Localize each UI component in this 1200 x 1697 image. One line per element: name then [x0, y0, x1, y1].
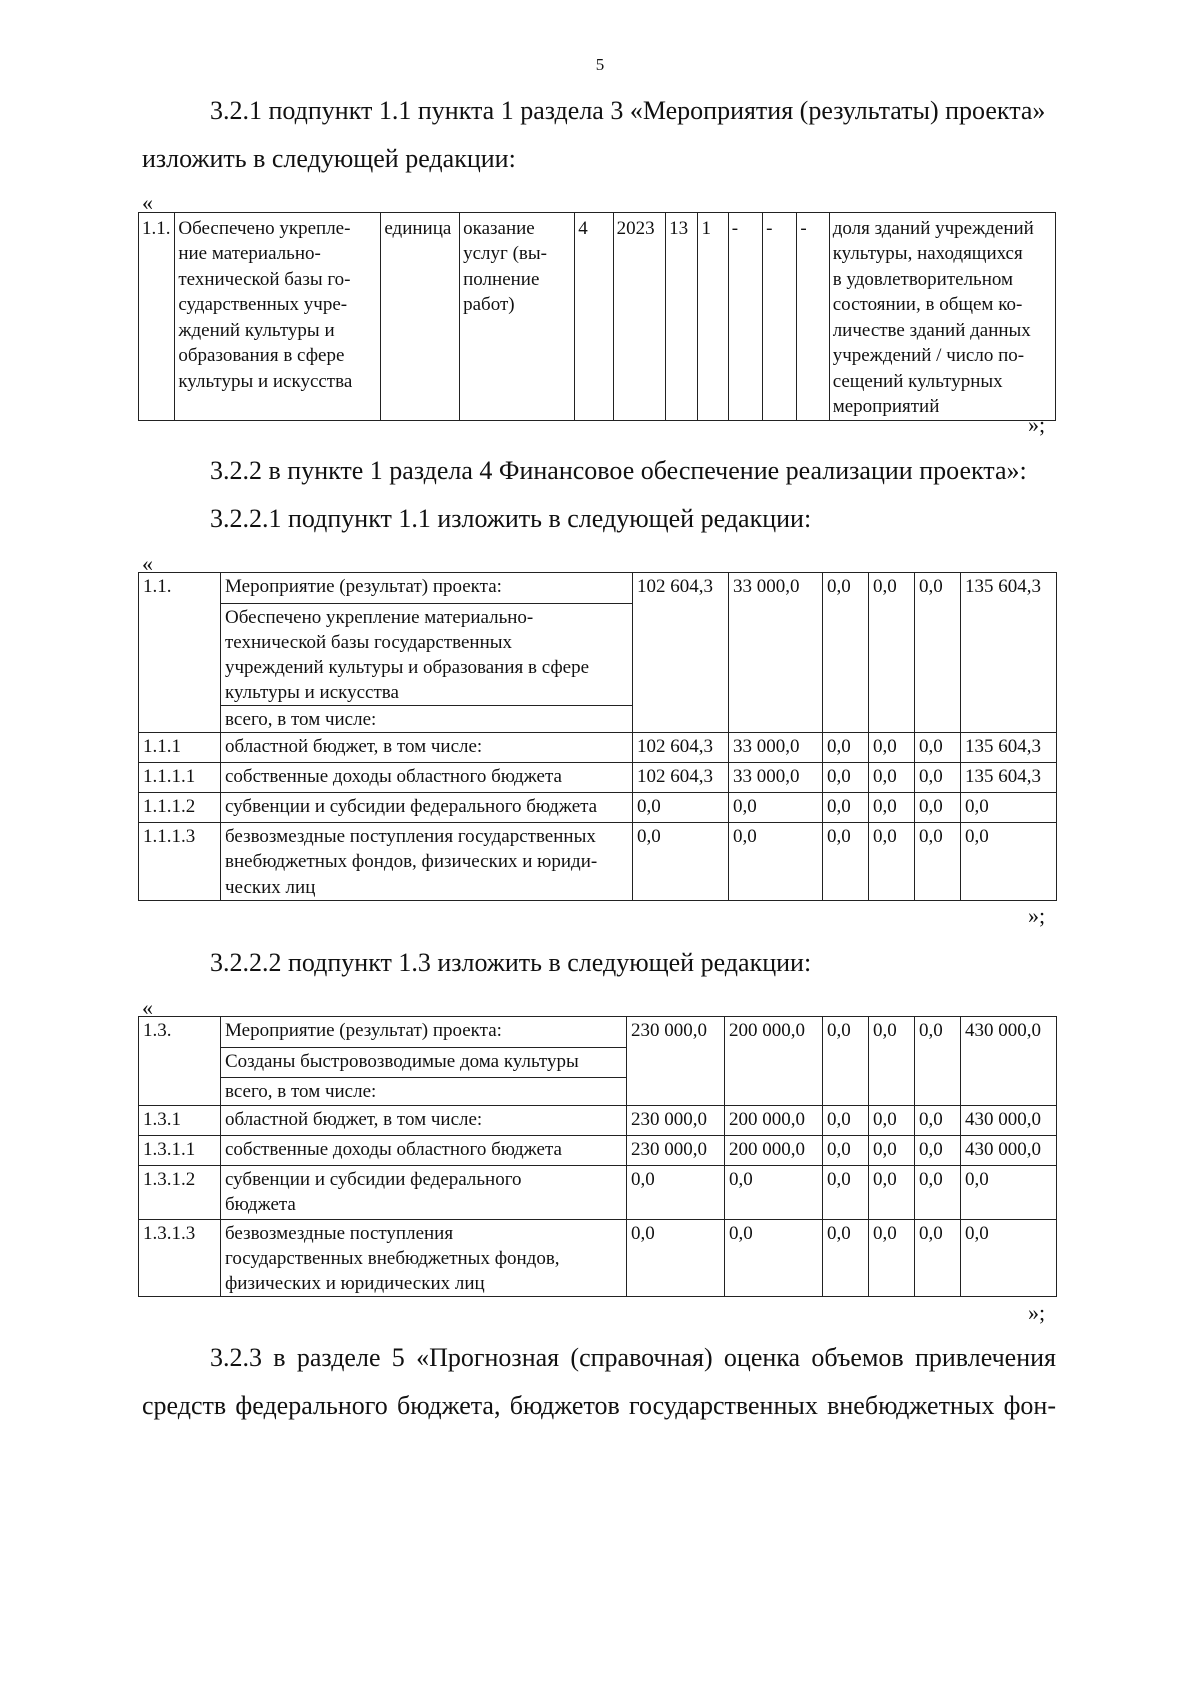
section-3-2-2: 3.2.2 в пункте 1 раздела 4 Финансовое обеспечение реализации проекта»: — [210, 456, 1027, 485]
t1-num: 1.1. — [139, 213, 175, 421]
table-financing-1-1 — [138, 572, 1057, 901]
t2-cell: 0,0 — [633, 823, 729, 901]
section-3-2-3-line1: 3.2.3 в разделе 5 «Прогнозная (справочная) оценка объемов привлечения — [210, 1343, 1056, 1372]
t3-cell: 0,0 — [823, 1166, 869, 1220]
quote-open-2: « — [142, 551, 153, 576]
t3-row-num: 1.3. — [139, 1017, 221, 1106]
t3-cell: 0,0 — [961, 1166, 1057, 1220]
t1-c7: 1 — [698, 213, 728, 421]
t3-cell: 0,0 — [823, 1136, 869, 1166]
t3-row-total-label: всего, в том числе: — [221, 1078, 627, 1106]
t2-row-num: 1.1.1 — [139, 733, 221, 763]
t2-cell: 0,0 — [823, 823, 869, 901]
t3-cell: 0,0 — [869, 1220, 915, 1297]
t2-cell: 33 000,0 — [729, 763, 823, 793]
t3-cell: 430 000,0 — [961, 1136, 1057, 1166]
t1-c5: 2023 — [613, 213, 666, 421]
t1-c8: - — [728, 213, 762, 421]
t2-cell: 135 604,3 — [961, 573, 1057, 733]
t2-row-num: 1.1.1.1 — [139, 763, 221, 793]
t2-row-desc: Обеспечено укрепление материально- технической базы государственных учреждений культуры и образования в сфере культуры и искусства — [221, 604, 633, 706]
t2-row-num: 1.1. — [139, 573, 221, 733]
t3-row-num: 1.3.1 — [139, 1106, 221, 1136]
table-activity-results — [138, 212, 1056, 421]
t2-row-num: 1.1.1.2 — [139, 793, 221, 823]
t2-cell: 0,0 — [823, 573, 869, 733]
t3-row-num: 1.3.1.3 — [139, 1220, 221, 1297]
t3-row-label: областной бюджет, в том числе: — [221, 1106, 627, 1136]
quote-close-1: »; — [1028, 412, 1046, 437]
t2-cell: 0,0 — [823, 793, 869, 823]
t3-cell: 230 000,0 — [627, 1017, 725, 1106]
t1-indicator: доля зданий учреждений культуры, находящихся в удовлетворительном состоянии, в общем ко- личестве зданий данных учреждений / число по- сещений культурных мероприятий — [829, 213, 1055, 421]
t3-cell: 0,0 — [627, 1220, 725, 1297]
quote-close-2: »; — [1028, 903, 1046, 928]
t1-c9: - — [763, 213, 797, 421]
quote-close-3: »; — [1028, 1300, 1046, 1325]
t2-cell: 102 604,3 — [633, 573, 729, 733]
t3-cell: 0,0 — [869, 1017, 915, 1106]
t2-cell: 0,0 — [869, 573, 915, 733]
section-3-2-2-1: 3.2.2.1 подпункт 1.1 изложить в следующей редакции: — [210, 504, 812, 533]
t2-cell: 0,0 — [729, 823, 823, 901]
t2-cell: 0,0 — [633, 793, 729, 823]
t2-cell: 102 604,3 — [633, 763, 729, 793]
t2-cell: 0,0 — [915, 733, 961, 763]
t3-cell: 430 000,0 — [961, 1017, 1057, 1106]
t2-cell: 135 604,3 — [961, 733, 1057, 763]
t3-cell: 230 000,0 — [627, 1106, 725, 1136]
t2-cell: 0,0 — [869, 733, 915, 763]
t3-row-desc: Созданы быстровозводимые дома культуры — [221, 1048, 627, 1078]
t2-cell: 0,0 — [915, 573, 961, 733]
t1-type: оказание услуг (вы- полнение работ) — [460, 213, 575, 421]
section-3-2-2-2: 3.2.2.2 подпункт 1.3 изложить в следующей редакции: — [210, 948, 812, 977]
table-financing-1-3 — [138, 1016, 1057, 1297]
t3-cell: 0,0 — [915, 1106, 961, 1136]
quote-open: « — [142, 190, 153, 215]
section-3-2-3-line2: средств федерального бюджета, бюджетов государственных внебюджетных фон- — [142, 1391, 1056, 1420]
t3-cell: 0,0 — [869, 1166, 915, 1220]
t3-cell: 0,0 — [915, 1220, 961, 1297]
t1-name: Обеспечено укрепле- ние материально- технической базы го- сударственных учре- ждений культуры и образования в сфере культуры и искусства — [175, 213, 381, 421]
t3-row-label: субвенции и субсидии федерального бюджета — [221, 1166, 627, 1220]
t3-row-num: 1.3.1.1 — [139, 1136, 221, 1166]
t2-cell: 0,0 — [869, 823, 915, 901]
t3-row-num: 1.3.1.2 — [139, 1166, 221, 1220]
t3-row-label: собственные доходы областного бюджета — [221, 1136, 627, 1166]
page-number: 5 — [595, 55, 605, 74]
t2-row-label: собственные доходы областного бюджета — [221, 763, 633, 793]
t2-row-num: 1.1.1.3 — [139, 823, 221, 901]
t3-row-label: Мероприятие (результат) проекта: — [221, 1017, 627, 1048]
t3-cell: 0,0 — [627, 1166, 725, 1220]
t3-cell: 0,0 — [915, 1166, 961, 1220]
t2-cell: 0,0 — [915, 823, 961, 901]
t2-cell: 0,0 — [869, 763, 915, 793]
t2-cell: 0,0 — [961, 793, 1057, 823]
t3-cell: 0,0 — [725, 1166, 823, 1220]
t1-unit: единица — [381, 213, 460, 421]
t3-cell: 0,0 — [823, 1017, 869, 1106]
t2-cell: 0,0 — [915, 793, 961, 823]
t1-c10: - — [797, 213, 829, 421]
t2-cell: 135 604,3 — [961, 763, 1057, 793]
t3-cell: 0,0 — [823, 1106, 869, 1136]
t3-cell: 0,0 — [823, 1220, 869, 1297]
t3-cell: 0,0 — [915, 1017, 961, 1106]
t2-cell: 0,0 — [915, 763, 961, 793]
t2-cell: 0,0 — [823, 733, 869, 763]
t2-row-label: областной бюджет, в том числе: — [221, 733, 633, 763]
quote-open-3: « — [142, 995, 153, 1020]
t2-row-label: безвозмездные поступления государственных внебюджетных фондов, физических и юриди- ческих лиц — [221, 823, 633, 901]
t2-cell: 0,0 — [961, 823, 1057, 901]
section-3-2-1-line1: 3.2.1 подпункт 1.1 пункта 1 раздела 3 «Мероприятия (результаты) проекта» — [210, 96, 1046, 125]
t3-cell: 200 000,0 — [725, 1136, 823, 1166]
t3-cell: 200 000,0 — [725, 1106, 823, 1136]
t3-cell: 0,0 — [869, 1136, 915, 1166]
t3-cell: 430 000,0 — [961, 1106, 1057, 1136]
t2-cell: 33 000,0 — [729, 573, 823, 733]
section-3-2-1-line2: изложить в следующей редакции: — [142, 144, 516, 173]
t1-c4: 4 — [575, 213, 613, 421]
t3-cell: 230 000,0 — [627, 1136, 725, 1166]
t3-cell: 0,0 — [725, 1220, 823, 1297]
t3-cell: 200 000,0 — [725, 1017, 823, 1106]
t2-row-label: Мероприятие (результат) проекта: — [221, 573, 633, 604]
t2-row-total-label: всего, в том числе: — [221, 706, 633, 733]
t3-cell: 0,0 — [915, 1136, 961, 1166]
t2-cell: 0,0 — [823, 763, 869, 793]
t3-cell: 0,0 — [869, 1106, 915, 1136]
t2-cell: 0,0 — [729, 793, 823, 823]
t2-row-label: субвенции и субсидии федерального бюджета — [221, 793, 633, 823]
t3-row-label: безвозмездные поступления государственных внебюджетных фондов, физических и юридических лиц — [221, 1220, 627, 1297]
t1-c6: 13 — [666, 213, 698, 421]
t2-cell: 102 604,3 — [633, 733, 729, 763]
t2-cell: 0,0 — [869, 793, 915, 823]
t3-cell: 0,0 — [961, 1220, 1057, 1297]
t2-cell: 33 000,0 — [729, 733, 823, 763]
